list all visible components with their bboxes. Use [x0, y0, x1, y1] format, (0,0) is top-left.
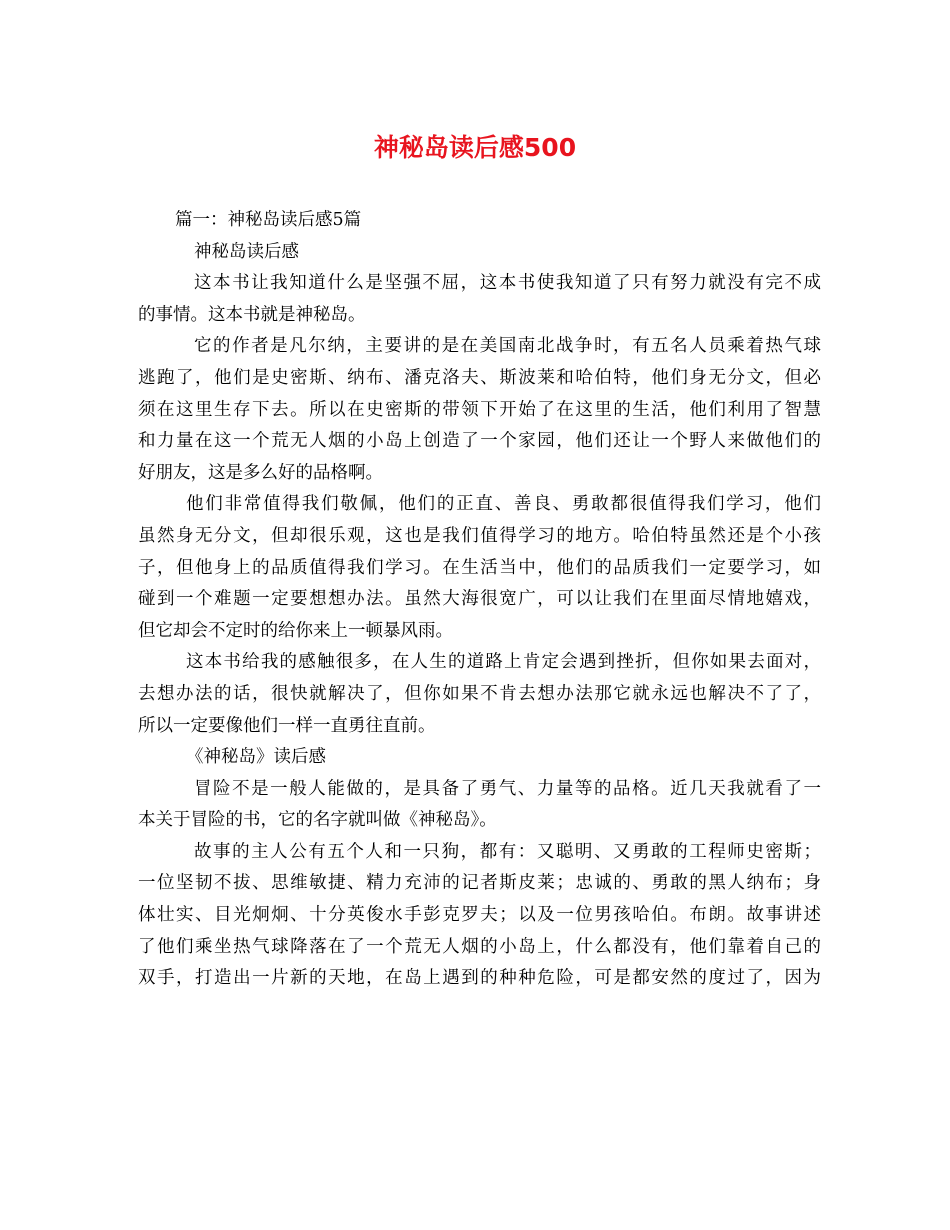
text-line: 篇一：神秘岛读后感5篇 [175, 210, 362, 230]
text-line: 去想办法的话，很快就解决了，但你如果不肯去想办法那它就永远也解决不了了， [138, 683, 821, 704]
document-body [138, 205, 821, 995]
text-line: 须在这里生存下去。所以在史密斯的带领下开始了在这里的生活，他们利用了智慧 [138, 399, 821, 420]
text-line: 虽然身无分文，但却很乐观，这也是我们值得学习的地方。哈伯特虽然还是个小孩 [138, 525, 821, 546]
text-line: 了他们乘坐热气球降落在了一个荒无人烟的小岛上，什么都没有，他们靠着自己的 [138, 936, 821, 957]
text-line: 神秘岛读后感 [194, 241, 299, 262]
text-line: 碰到一个难题一定要想想办法。虽然大海很宽广，可以让我们在里面尽情地嬉戏， [138, 589, 821, 610]
text-line: 子，但他身上的品质值得我们学习。在生活当中，他们的品质我们一定要学习，如 [138, 557, 821, 578]
document-title: 神秘岛读后感500 [373, 133, 577, 162]
text-line: 和力量在这一个荒无人烟的小岛上创造了一个家园，他们还让一个野人来做他们的 [138, 431, 821, 452]
text-line: 体壮实、目光炯炯、十分英俊水手彭克罗夫；以及一位男孩哈伯。布朗。故事讲述 [138, 905, 821, 926]
text-line: 他们非常值得我们敬佩，他们的正直、善良、勇敢都很值得我们学习，他们 [186, 494, 821, 515]
text-line: 的事情。这本书就是神秘岛。 [138, 304, 366, 325]
text-line: 这本书给我的感触很多，在人生的道路上肯定会遇到挫折，但你如果去面对， [186, 652, 821, 673]
text-line: 逃跑了，他们是史密斯、纳布、潘克洛夫、斯波莱和哈伯特，他们身无分文，但必 [138, 367, 821, 388]
text-line: 故事的主人公有五个人和一只狗，都有：又聪明、又勇敢的工程师史密斯； [194, 841, 821, 862]
text-line: 一位坚韧不拔、思维敏捷、精力充沛的记者斯皮莱；忠诚的、勇敢的黑人纳布；身 [138, 873, 821, 894]
text-line: 所以一定要像他们一样一直勇往直前。 [138, 715, 436, 736]
text-line: 冒险不是一般人能做的，是具备了勇气、力量等的品格。近几天我就看了一 [194, 778, 821, 799]
text-line: 好朋友，这是多么好的品格啊。 [138, 462, 383, 483]
text-line: 本关于冒险的书，它的名字就叫做《神秘岛》。 [138, 810, 497, 831]
text-line: 它的作者是凡尔纳，主要讲的是在美国南北战争时，有五名人员乘着热气球 [194, 336, 821, 357]
text-line: 《神秘岛》读后感 [186, 747, 326, 768]
text-line: 这本书让我知道什么是坚强不屈，这本书使我知道了只有努力就没有完不成 [194, 273, 821, 294]
text-line: 但它却会不定时的给你来上一顿暴风雨。 [138, 620, 453, 641]
text-line: 双手，打造出一片新的天地，在岛上遇到的种种危险，可是都安然的度过了，因为 [138, 968, 821, 989]
